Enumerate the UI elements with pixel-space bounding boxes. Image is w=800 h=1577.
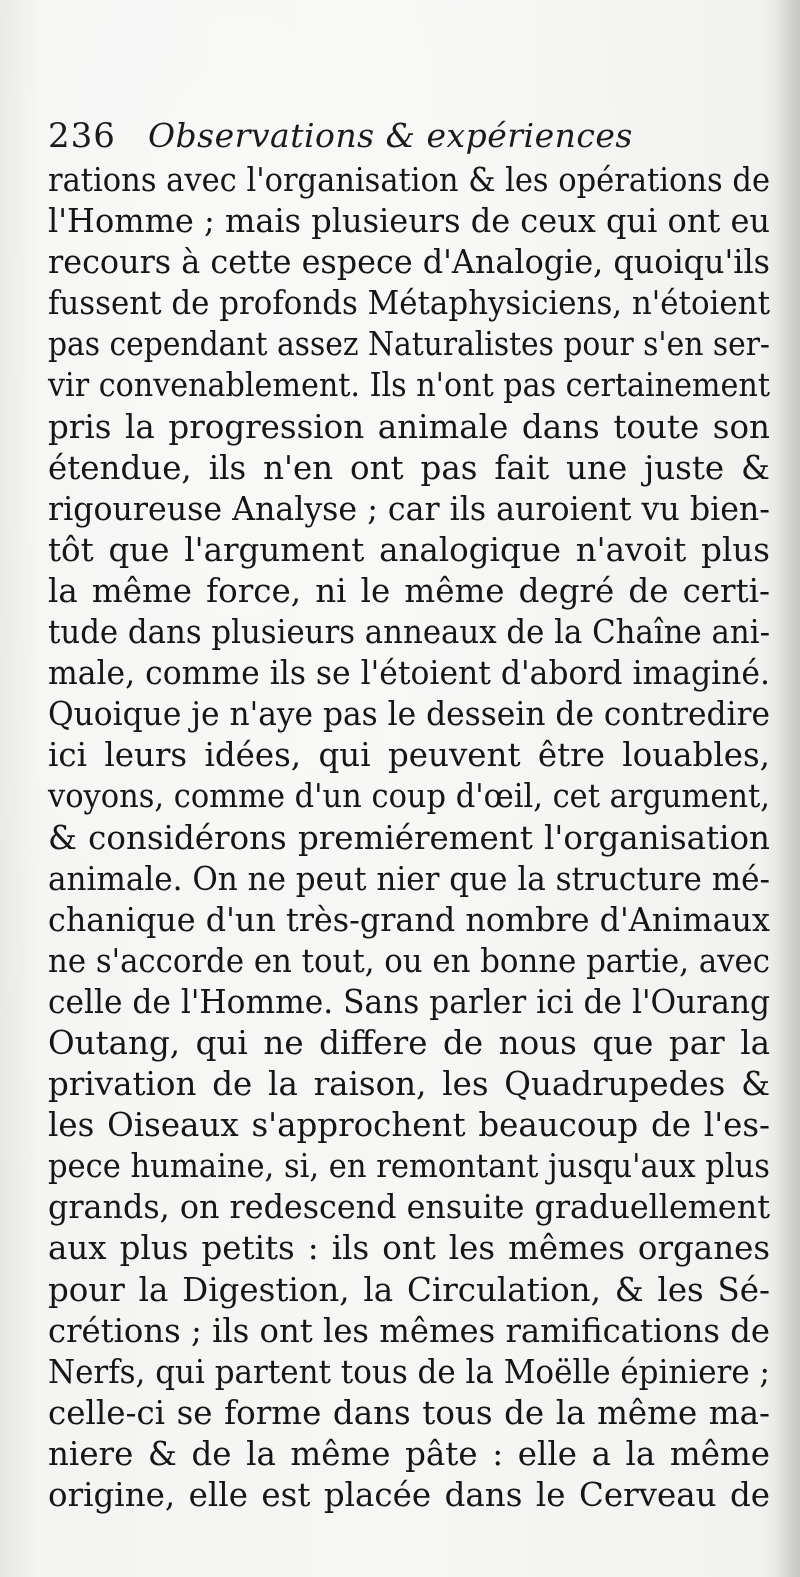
text-line: fussent de profonds Métaphysiciens, n'étoient (48, 284, 770, 323)
text-line: recours à cette espece d'Analogie, quoiqu'ils (48, 243, 771, 282)
text-line: pas cependant assez Naturalistes pour s'en ser- (48, 325, 770, 364)
text-line: Nerfs, qui partent tous de la Moëlle épiniere ; (48, 1352, 770, 1391)
text-line: voyons, comme d'un coup d'œil, cet argument, (48, 777, 770, 816)
text-line: male, comme ils se l'étoient d'abord imaginé. (48, 654, 770, 693)
text-line: Quoique je n'aye pas le dessein de contredire (48, 695, 770, 734)
text-line: pris la progression animale dans toute son (48, 407, 770, 446)
text-line: étendue, ils n'en ont pas fait une juste & (48, 448, 770, 487)
text-line: ne s'accorde en tout, ou en bonne partie, avec (48, 941, 771, 980)
text-line: la même force, ni le même degré de certi- (48, 571, 771, 610)
text-line: tude dans plusieurs anneaux de la Chaîne ani- (48, 613, 770, 652)
text-line: les Oiseaux s'approchent beaucoup de l'es- (48, 1106, 771, 1145)
text-line: grands, on redescend ensuite graduellement (48, 1188, 770, 1227)
text-line: l'Homme ; mais plusieurs de ceux qui ont eu (48, 202, 770, 241)
text-line: aux plus petits : ils ont les mêmes organes (48, 1229, 771, 1268)
text-line: ici leurs idées, qui peuvent être louables, (48, 736, 771, 775)
text-line: celle-ci se forme dans tous de la même ma- (48, 1393, 770, 1432)
text-line: Outang, qui ne differe de nous que par la (48, 1023, 770, 1062)
text-line: pece humaine, si, en remontant jusqu'aux plus (48, 1147, 770, 1186)
text-line: rations avec l'organisation & les opérations de (48, 161, 771, 199)
text-line: vir convenablement. Ils n'ont pas certainement (48, 366, 770, 405)
text-line: crétions ; ils ont les mêmes ramifications de (48, 1311, 771, 1350)
text-line: pour la Digestion, la Circulation, & les Sé- (48, 1270, 770, 1309)
text-line: niere & de la même pâte : elle a la même (48, 1434, 771, 1473)
page-number: 236 (48, 116, 116, 156)
text-line: & considérons premiérement l'organisation (48, 818, 770, 857)
running-head: Observations & expériences (148, 116, 633, 155)
text-line: celle de l'Homme. Sans parler ici de l'Ourang (48, 982, 770, 1021)
text-line: animale. On ne peut nier que la structure mé- (48, 859, 770, 898)
text-line: rigoureuse Analyse ; car ils auroient vu bien- (48, 489, 771, 528)
text-line: tôt que l'argument analogique n'avoit plus (48, 530, 770, 569)
page-header (48, 110, 768, 160)
text-line: privation de la raison, les Quadrupedes & (48, 1065, 771, 1104)
body-text (48, 160, 770, 1516)
text-line: origine, elle est placée dans le Cerveau de (48, 1476, 771, 1514)
page-edge-shadow (774, 0, 800, 1577)
text-line: chanique d'un très-grand nombre d'Animaux (48, 900, 770, 939)
